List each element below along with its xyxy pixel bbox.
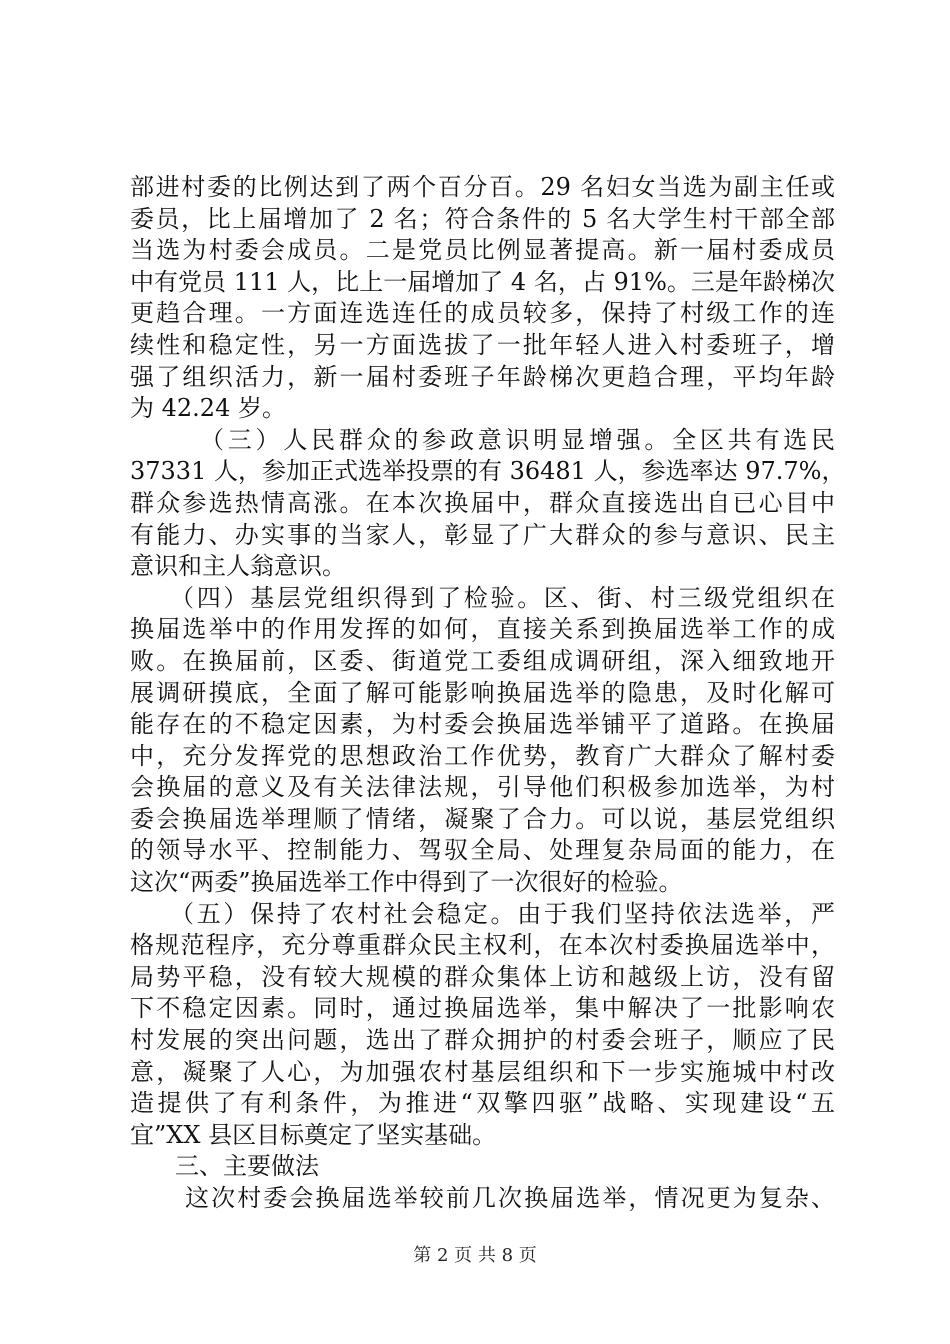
text-line: 中有党员 111 人，比上一届增加了 4 名，占 91%。三是年龄梯次 — [130, 267, 835, 296]
text-line: 造提供了有利条件，为推进“双擎四驱”战略、实现建设“五 — [130, 1089, 835, 1118]
text-line: 这次村委会换届选举较前几次换届选举，情况更为复杂、 — [185, 1184, 835, 1212]
text-line: 宜”XX 县区目标奠定了坚实基础。 — [130, 1120, 497, 1149]
text-line: 意识和主人翁意识。 — [130, 552, 346, 581]
body-text — [130, 172, 846, 1215]
text-line: 局势平稳，没有较大规模的群众集体上访和越级上访，没有留 — [130, 962, 835, 991]
text-line: 当选为村委会成员。二是党员比例显著提高。新一届村委成员 — [130, 236, 835, 265]
text-line: 会换届的意义及有关法律法规，引导他们积极参加选举，为村 — [130, 773, 835, 802]
text-line: 换届选举中的作用发挥的如何，直接关系到换届选举工作的成 — [130, 615, 835, 644]
text-line: 意，凝聚了人心，为加强农村基层组织和下一步实施城中村改 — [130, 1057, 835, 1086]
text-line: 37331 人，参加正式选举投票的有 36481 人，参选率达 97.7%， — [130, 457, 846, 486]
text-line: 展调研摸底，全面了解可能影响换届选举的隐患，及时化解可 — [130, 678, 835, 707]
page-footer: 第 2 页 共 8 页 — [413, 1245, 537, 1266]
text-line: 格规范程序，充分尊重群众民主权利，在本次村委换届选举中， — [130, 931, 835, 960]
text-line: （四）基层党组织得到了检验。区、街、村三级党组织在 — [170, 583, 835, 612]
text-line: 的领导水平、控制能力、驾驭全局、处理复杂局面的能力，在 — [130, 836, 835, 865]
text-line: 村发展的突出问题，选出了群众拥护的村委会班子，顺应了民 — [130, 1026, 835, 1055]
text-line: 三、主要做法 — [175, 1152, 319, 1181]
text-line: 为 42.24 岁。 — [130, 394, 286, 423]
text-line: 这次“两委”换届选举工作中得到了一次很好的检验。 — [130, 868, 683, 897]
text-line: 续性和稳定性，另一方面选拔了一批年轻人进入村委班子，增 — [130, 330, 835, 359]
text-line: 中，充分发挥党的思想政治工作优势，教育广大群众了解村委 — [130, 741, 835, 770]
text-line: 下不稳定因素。同时，通过换届选举，集中解决了一批影响农 — [130, 994, 835, 1023]
text-line: 委会换届选举理顺了情绪，凝聚了合力。可以说，基层党组织 — [130, 804, 835, 833]
text-line: 败。在换届前，区委、街道党工委组成调研组，深入细致地开 — [130, 646, 835, 675]
text-line: 强了组织活力，新一届村委班子年龄梯次更趋合理，平均年龄 — [130, 362, 835, 391]
text-line: 委员，比上届增加了 2 名；符合条件的 5 名大学生村干部全部 — [130, 204, 835, 233]
text-line: 能存在的不稳定因素，为村委会换届选举铺平了道路。在换届 — [130, 710, 835, 739]
text-line: 部进村委的比例达到了两个百分百。29 名妇女当选为副主任或 — [130, 173, 835, 201]
text-line: 群众参选热情高涨。在本次换届中，群众直接选出自已心目中 — [130, 488, 835, 517]
text-line: （五）保持了农村社会稳定。由于我们坚持依法选举，严 — [170, 899, 835, 928]
text-line: 有能力、办实事的当家人，彰显了广大群众的参与意识、民主 — [130, 520, 835, 549]
text-line: 更趋合理。一方面连选连任的成员较多，保持了村级工作的连 — [130, 299, 835, 328]
text-line: （三）人民群众的参政意识明显增强。全区共有选民 — [200, 425, 835, 454]
